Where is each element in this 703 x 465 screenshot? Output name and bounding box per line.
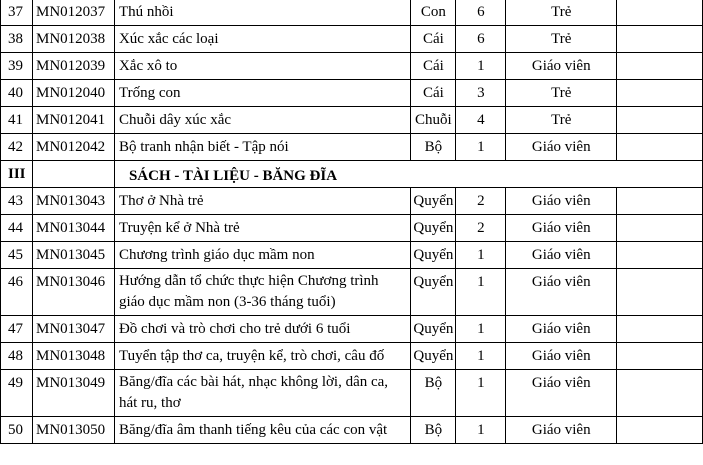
row-number: 44 [1,215,33,242]
item-quantity: 3 [456,80,506,107]
table-row [1,215,703,242]
item-unit: Bộ [411,134,456,161]
item-name: Xắc xô to [114,53,410,80]
table-row [1,417,703,444]
table-body-bottom [1,188,703,444]
item-code: MN013049 [32,370,114,417]
item-name: Băng/đĩa âm thanh tiếng kêu của các con vật [114,417,410,444]
item-quantity: 1 [456,316,506,343]
item-user: Trẻ [506,80,617,107]
item-user: Giáo viên [506,215,617,242]
table-row [1,316,703,343]
row-number: 47 [1,316,33,343]
item-user: Giáo viên [506,269,617,316]
item-user: Trẻ [506,26,617,53]
item-unit: Quyển [411,242,456,269]
row-number: 46 [1,269,33,316]
notes-cell [617,53,703,80]
item-user: Giáo viên [506,316,617,343]
table-row [1,0,703,26]
item-unit: Con [411,0,456,26]
item-name: Truyện kể ở Nhà trẻ [114,215,410,242]
item-user: Giáo viên [506,343,617,370]
notes-cell [617,188,703,215]
item-name: Thú nhồi [114,0,410,26]
item-quantity: 1 [456,343,506,370]
notes-cell [617,134,703,161]
item-unit: Quyển [411,269,456,316]
section-number: III [1,161,33,188]
row-number: 41 [1,107,33,134]
item-code: MN013044 [32,215,114,242]
item-unit: Bộ [411,370,456,417]
table-row [1,242,703,269]
item-code: MN012041 [32,107,114,134]
section-row [1,161,703,188]
notes-cell [617,269,703,316]
item-unit: Cái [411,26,456,53]
item-unit: Cái [411,80,456,107]
item-quantity: 4 [456,107,506,134]
item-code: MN013048 [32,343,114,370]
table-row [1,26,703,53]
item-user: Giáo viên [506,53,617,80]
item-name: Trống con [114,80,410,107]
item-user: Giáo viên [506,417,617,444]
item-quantity: 1 [456,134,506,161]
item-unit: Cái [411,53,456,80]
item-name: Xúc xắc các loại [114,26,410,53]
item-quantity: 2 [456,188,506,215]
item-user: Trẻ [506,107,617,134]
section-spacer [32,161,114,188]
row-number: 39 [1,53,33,80]
item-quantity: 2 [456,215,506,242]
item-quantity: 6 [456,0,506,26]
item-quantity: 1 [456,269,506,316]
table-row [1,53,703,80]
item-name: Tuyển tập thơ ca, truyện kể, trò chơi, câu đố [114,343,410,370]
table-row [1,80,703,107]
item-name: Bộ tranh nhận biết - Tập nói [114,134,410,161]
item-quantity: 1 [456,53,506,80]
item-unit: Chuỗi [411,107,456,134]
notes-cell [617,242,703,269]
table-row [1,188,703,215]
item-name: Hướng dẫn tổ chức thực hiện Chương trình giáo dục mầm non (3-36 tháng tuổi) [114,269,410,316]
item-user: Giáo viên [506,370,617,417]
notes-cell [617,215,703,242]
section-header [1,161,703,188]
item-code: MN013046 [32,269,114,316]
item-quantity: 6 [456,26,506,53]
table-row [1,107,703,134]
item-code: MN012037 [32,0,114,26]
item-unit: Quyển [411,215,456,242]
item-name: Băng/đĩa các bài hát, nhạc không lời, dân ca, hát ru, thơ [114,370,410,417]
item-code: MN013043 [32,188,114,215]
row-number: 43 [1,188,33,215]
item-quantity: 1 [456,370,506,417]
row-number: 50 [1,417,33,444]
item-name: Chuỗi dây xúc xắc [114,107,410,134]
row-number: 37 [1,0,33,26]
item-user: Trẻ [506,0,617,26]
item-code: MN012038 [32,26,114,53]
item-code: MN013050 [32,417,114,444]
table-body-top [1,0,703,161]
item-user: Giáo viên [506,188,617,215]
notes-cell [617,0,703,26]
item-quantity: 1 [456,242,506,269]
table-row [1,134,703,161]
table-row [1,343,703,370]
notes-cell [617,316,703,343]
row-number: 38 [1,26,33,53]
item-code: MN013047 [32,316,114,343]
item-name: Thơ ở Nhà trẻ [114,188,410,215]
item-quantity: 1 [456,417,506,444]
item-name: Chương trình giáo dục mầm non [114,242,410,269]
item-code: MN012040 [32,80,114,107]
notes-cell [617,26,703,53]
table-row [1,370,703,417]
notes-cell [617,107,703,134]
section-title: SÁCH - TÀI LIỆU - BĂNG ĐĨA [114,161,702,188]
item-unit: Bộ [411,417,456,444]
row-number: 42 [1,134,33,161]
notes-cell [617,417,703,444]
item-user: Giáo viên [506,242,617,269]
item-user: Giáo viên [506,134,617,161]
row-number: 48 [1,343,33,370]
notes-cell [617,343,703,370]
item-name: Đồ chơi và trò chơi cho trẻ dưới 6 tuổi [114,316,410,343]
row-number: 49 [1,370,33,417]
item-unit: Quyển [411,343,456,370]
row-number: 40 [1,80,33,107]
table-row [1,269,703,316]
item-code: MN012042 [32,134,114,161]
item-code: MN012039 [32,53,114,80]
notes-cell [617,370,703,417]
item-unit: Quyển [411,316,456,343]
row-number: 45 [1,242,33,269]
notes-cell [617,80,703,107]
item-unit: Quyển [411,188,456,215]
item-code: MN013045 [32,242,114,269]
